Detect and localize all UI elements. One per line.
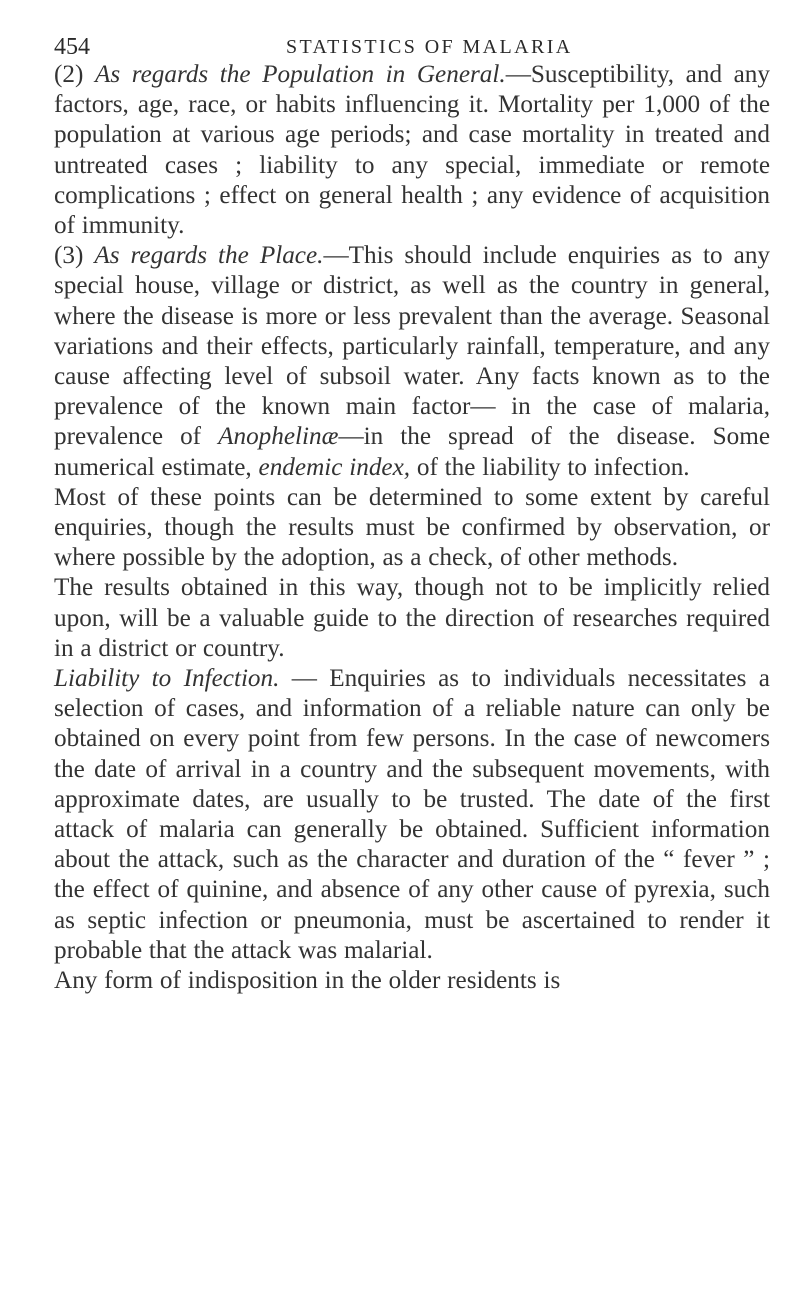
paragraph-text: —Susceptibility, and any factors, age, race, or habits influencing it. Mortality per 1,000 of the population at various age periods; and case mortality in treated and untreated cases ; liability to any special, immediate or remote complications ; effect on general health ; any evidence of acquisition of immunity.: [54, 61, 770, 240]
body-text: [54, 60, 770, 996]
section-heading: As regards the Place.: [94, 242, 324, 270]
section-heading: Liability to Infection.: [54, 665, 280, 693]
italic-term: Anophelinæ: [218, 423, 339, 451]
paragraph-determination: [54, 483, 770, 574]
paragraph-population: [54, 60, 770, 241]
section-heading: As regards the Population in General.: [94, 61, 506, 88]
paragraph-text: Most of these points can be determined to some extent by careful enquiries, though the results must be confirmed by observation, or where possible by the adoption, as a check, of other methods.: [54, 483, 770, 572]
paragraph-text: Any form of indisposition in the older residents is: [54, 967, 561, 995]
paragraph-number: (3): [54, 242, 95, 270]
page-number: 454: [54, 34, 90, 60]
paragraph-text: —in the spread of the disease. Some numerical estimate,: [54, 423, 770, 481]
paragraph-text: —This should include enquiries as to any special house, village or district, as well as the country in general, where the disease is more or less prevalent than the average. Seasonal variations and their effects, particularly rainfall, temperature, and any cause affecting level of subsoil water. Any facts known as to the prevalence of the known main factor— in the case of malaria, prevalence of: [54, 242, 771, 451]
paragraph-indisposition: [54, 966, 770, 996]
paragraph-text: — Enquiries as to individuals necessitates a selection of cases, and information of a reliable nature can only be obtained on every point from few persons. In the case of newcomers the date of arrival in a country and the subsequent movements, with approximate dates, are usually to be trusted. The date of the first attack of malaria can generally be obtained. Sufficient information about the attack, such as the character and duration of the “ fever ” ; the effect of quinine, and absence of any other cause of pyrexia, such as septic infection or pneumonia, must be ascertained to render it probable that the attack was malarial.: [54, 665, 770, 964]
italic-term: endemic index,: [258, 453, 411, 481]
book-page: [54, 14, 770, 996]
paragraph-liability: [54, 664, 770, 966]
page-header: [54, 14, 770, 60]
paragraph-number: (2): [54, 61, 95, 88]
paragraph-results: [54, 573, 770, 664]
paragraph-text: of the liability to infection.: [410, 453, 690, 481]
paragraph-text: The results obtained in this way, though not to be implicitly relied upon, will be a valuable guide to the direction of researches required in a district or country.: [54, 574, 770, 662]
running-head: STATISTICS OF MALARIA: [286, 36, 573, 58]
paragraph-place: [54, 241, 770, 483]
